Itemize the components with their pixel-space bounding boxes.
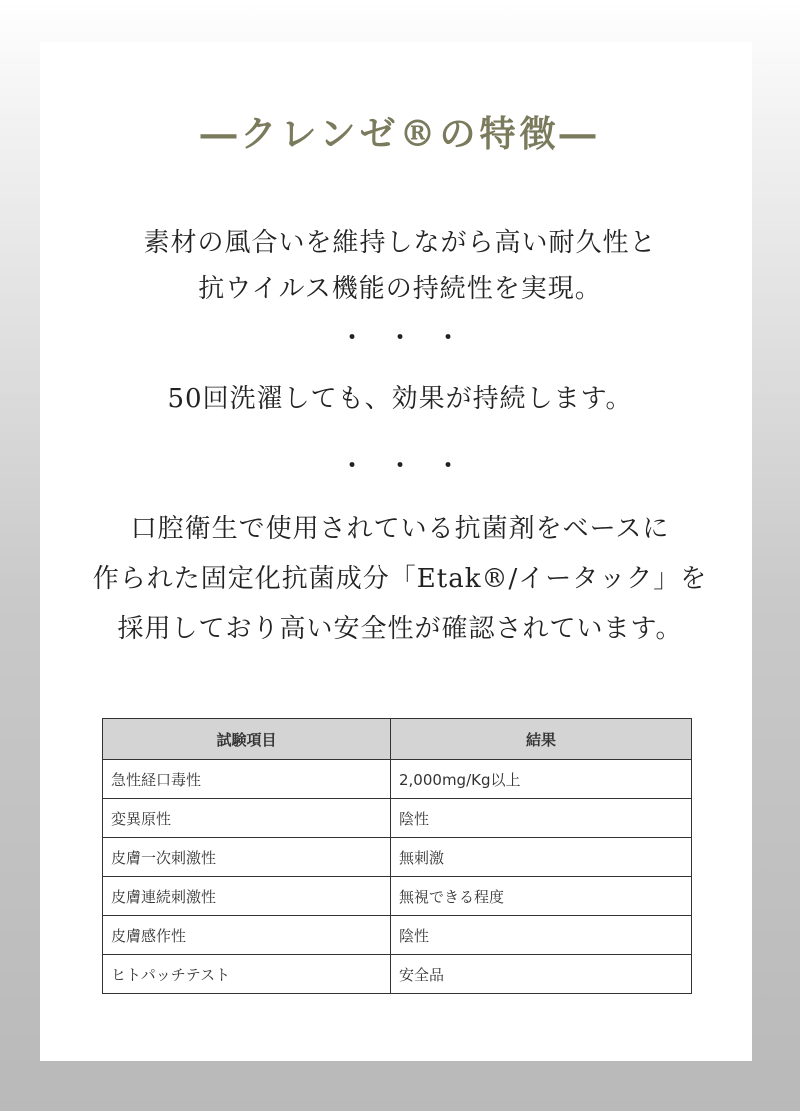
safety-test-table — [102, 718, 692, 994]
table-row — [103, 916, 692, 955]
result-cell: 陰性 — [391, 799, 692, 838]
table-row — [103, 799, 692, 838]
header-test-item: 試験項目 — [103, 719, 391, 760]
page-title: ―クレンゼ®の特徴― — [200, 113, 600, 155]
table-row — [103, 877, 692, 916]
table-row — [103, 838, 692, 877]
result-cell: 無刺激 — [391, 838, 692, 877]
table-header-row — [103, 719, 692, 760]
test-item-cell: 皮膚一次刺激性 — [103, 838, 391, 877]
test-item-cell: 皮膚感作性 — [103, 916, 391, 955]
test-item-cell: 皮膚連続刺激性 — [103, 877, 391, 916]
lead-line-1: 素材の風合いを維持しながら高い耐久性と — [143, 228, 657, 258]
agent-line-2: 作られた固定化抗菌成分「Etak®/イータック」を — [92, 564, 708, 594]
antibacterial-agent-text — [0, 504, 800, 654]
separator-dots-2: ・・・ — [340, 453, 485, 479]
header-result: 結果 — [391, 719, 692, 760]
result-cell: 安全品 — [391, 955, 692, 994]
agent-line-1: 口腔衛生で使用されている抗菌剤をベースに — [130, 514, 670, 544]
lead-line-2: 抗ウイルス機能の持続性を実現。 — [198, 274, 602, 304]
agent-line-3: 採用しており高い安全性が確認されています。 — [117, 614, 683, 644]
table-row — [103, 955, 692, 994]
lead-text — [0, 220, 800, 312]
result-cell: 2,000mg/Kg以上 — [391, 760, 692, 799]
test-item-cell: 急性経口毒性 — [103, 760, 391, 799]
result-cell: 陰性 — [391, 916, 692, 955]
wash-durability-text: 50回洗濯しても、効果が持続します。 — [167, 384, 633, 414]
test-item-cell: 変異原性 — [103, 799, 391, 838]
test-item-cell: ヒトパッチテスト — [103, 955, 391, 994]
result-cell: 無視できる程度 — [391, 877, 692, 916]
table-row — [103, 760, 692, 799]
separator-dots-1: ・・・ — [340, 325, 485, 351]
